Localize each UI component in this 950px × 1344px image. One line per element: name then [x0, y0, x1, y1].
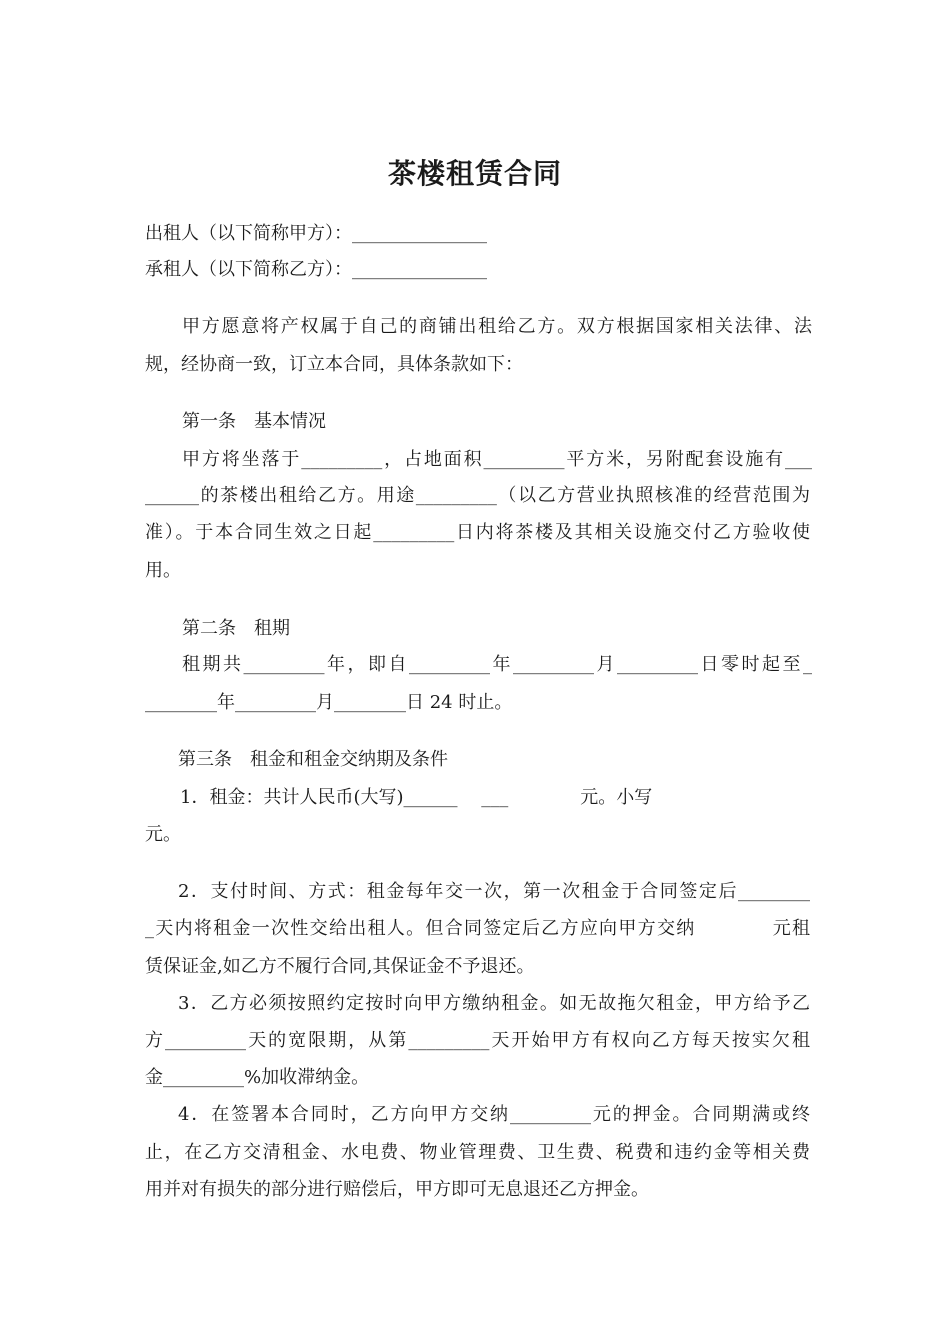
article3-item3-line-3: 金_________%加收滞纳金。 [145, 1067, 370, 1088]
lessor-line: 出租人（以下简称甲方）：_______________ [145, 223, 487, 244]
article3-heading: 第三条 租金和租金交纳期及条件 [178, 749, 448, 770]
article1-line-1: 甲方将坐落于_________，占地面积_________平方米，另附配套设施有___ [182, 449, 812, 470]
article2-line-2: ________年_________月________日 24 时止。 [145, 692, 513, 713]
document-title: 茶楼租赁合同 [387, 157, 562, 190]
article2-line-1: 租期共_________年，即自_________年_________月_________日零时起至_ [182, 654, 812, 675]
article3-item4-line-1: 4．在签署本合同时，乙方向甲方交纳_________元的押金。合同期满或终 [178, 1104, 810, 1125]
article3-item1-line-1: 1．租金：共计人民币(大写)______ ___ 元。小写 [180, 787, 653, 808]
article3-item1-line-2: 元。 [145, 824, 181, 845]
article1-line-4: 用。 [145, 560, 181, 581]
article3-item3-line-2: 方_________天的宽限期，从第_________天开始甲方有权向乙方每天按实欠租 [145, 1030, 810, 1051]
intro-line-1: 甲方愿意将产权属于自己的商铺出租给乙方。双方根据国家相关法律、法 [182, 316, 812, 337]
article2-heading: 第二条 租期 [182, 618, 290, 639]
article3-item4-line-3: 用并对有损失的部分进行赔偿后，甲方即可无息退还乙方押金。 [145, 1179, 649, 1200]
article3-item4-line-2: 止，在乙方交清租金、水电费、物业管理费、卫生费、税费和违约金等相关费 [145, 1142, 810, 1163]
article1-heading: 第一条 基本情况 [182, 411, 326, 432]
article1-line-2: ______的茶楼出租给乙方。用途_________（以乙方营业执照核准的经营范围为 [145, 485, 810, 506]
article3-item3-line-1: 3．乙方必须按照约定按时向甲方缴纳租金。如无故拖欠租金，甲方给予乙 [178, 993, 810, 1014]
article1-line-3: 准）。于本合同生效之日起_________日内将茶楼及其相关设施交付乙方验收使 [145, 522, 810, 543]
intro-line-2: 规，经协商一致，订立本合同，具体条款如下： [145, 354, 523, 375]
article3-item2-line-1: 2．支付时间、方式：租金每年交一次，第一次租金于合同签定后________ [178, 881, 810, 902]
article3-item2-line-2: _天内将租金一次性交给出租人。但合同签定后乙方应向甲方交纳 元租 [145, 918, 810, 939]
article3-item2-line-3: 赁保证金,如乙方不履行合同,其保证金不予退还。 [145, 956, 535, 977]
lessee-line: 承租人（以下简称乙方）：_______________ [145, 259, 487, 280]
